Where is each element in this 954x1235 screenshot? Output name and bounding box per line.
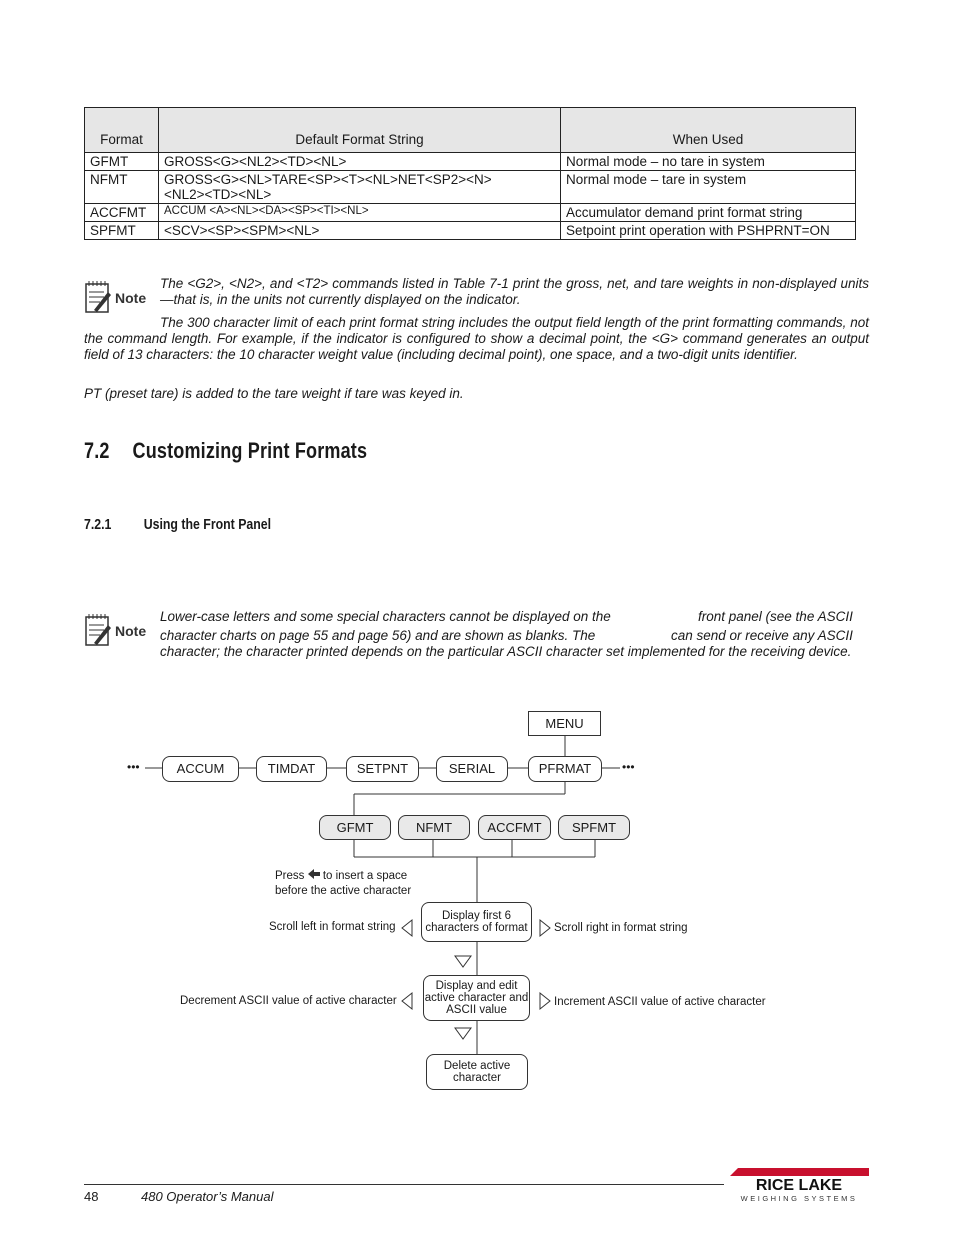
table-cell: Accumulator demand print format string [561,204,856,222]
note1-paragraph2: The 300 character limit of each print format string includes the output field length of the print formatting commands, not the command length. For example, if the indicator is configured to show a decimal point, the <G> command generates an output field of 13 characters: the 10 character weight value (including decimal point), one space, and a two-digit units identifier. [84,315,869,362]
table-header-format: Format [85,108,159,153]
scroll-right-label: Scroll right in format string [554,922,688,934]
ellipsis-left: ••• [127,760,140,774]
down-arrow-icon [455,956,471,967]
press-insert-label [275,869,411,899]
note2-line2a: character charts on page 55 and page 56) and are shown as blanks. The [160,628,596,643]
logo-subtext: WEIGHING SYSTEMS [740,1194,858,1203]
manual-title: 480 Operator’s Manual [141,1189,274,1204]
right-arrow-icon [540,920,550,936]
table-header-when-used: When Used [561,108,856,153]
subsection-title: Using the Front Panel [143,517,272,533]
menu-item-serial: SERIAL [436,756,508,782]
logo-text: RICE LAKE [755,1177,843,1194]
menu-item-accum: ACCUM [162,756,239,782]
decrement-label: Decrement ASCII value of active character [180,995,397,1007]
format-gfmt: GFMT [319,815,391,840]
format-nfmt: NFMT [398,815,470,840]
menu-box: MENU [528,711,601,736]
down-arrow-icon [455,1028,471,1039]
menu-item-setpnt: SETPNT [346,756,419,782]
table-cell: ACCFMT [85,204,159,222]
delete-box: Delete active character [426,1054,528,1090]
table-cell: SPFMT [85,222,159,240]
menu-item-pfrmat: PFRMAT [528,756,602,782]
note-label: Note [115,623,147,639]
display-first-box: Display first 6 characters of format [421,902,532,942]
subsection-number: 7.2.1 [84,517,112,533]
section-number: 7.2 [84,438,110,463]
table-cell-line: GROSS<G><NL>TARE<SP><T><NL>NET<SP2><N> [164,172,492,187]
note2-line1a: Lower-case letters and some special characters cannot be displayed on the [160,609,611,624]
table-cell-line: <NL2><TD><NL> [164,187,272,202]
section-title: Customizing Print Formats [132,438,368,463]
table-cell: Setpoint print operation with PSHPRNT=ON [561,222,856,240]
note2-line3: character; the character printed depends on the particular ASCII character set implemented for the receiving device. [160,644,852,659]
ellipsis-right: ••• [622,760,635,774]
table-header-default-string: Default Format String [159,108,561,153]
right-arrow-icon [540,993,550,1009]
press-text-line2: before the active character [275,885,412,897]
note-label: Note [115,290,147,306]
rice-lake-logo [730,1168,869,1204]
table-cell: NFMT [85,171,159,204]
note2-line2b: can send or receive any ASCII [671,628,853,643]
note1-paragraph1: The <G2>, <N2>, and <T2> commands listed in Table 7-1 print the gross, net, and tare weights in non-displayed units—that is, in the units not currently displayed on the indicator. [160,276,869,307]
footer-rule [84,1184,724,1185]
table-cell: GROSS<G><NL2><TD><NL> [159,153,561,171]
table-cell: <SCV><SP><SPM><NL> [159,222,561,240]
note1-paragraph3: PT (preset tare) is added to the tare weight if tare was keyed in. [84,386,464,401]
insert-key-icon [308,869,320,884]
table-cell: ACCUM <A><NL><DA><SP><TI><NL> [159,204,561,222]
format-spfmt: SPFMT [558,815,630,840]
table-cell: GFMT [85,153,159,171]
table-cell: Normal mode – tare in system [561,171,856,204]
display-edit-box: Display and edit active character and ASCII value [423,975,530,1021]
increment-label: Increment ASCII value of active character [554,996,766,1008]
note2-line1b: front panel (see the ASCII [698,609,853,624]
left-arrow-icon [402,993,412,1009]
scroll-left-label: Scroll left in format string [269,921,396,933]
menu-item-timdat: TIMDAT [256,756,327,782]
left-arrow-icon [402,920,412,936]
table-cell: Normal mode – no tare in system [561,153,856,171]
press-text-after: to insert a space [322,870,408,882]
press-text: Press [275,870,305,882]
format-accfmt: ACCFMT [478,815,551,840]
page-number: 48 [84,1189,99,1204]
